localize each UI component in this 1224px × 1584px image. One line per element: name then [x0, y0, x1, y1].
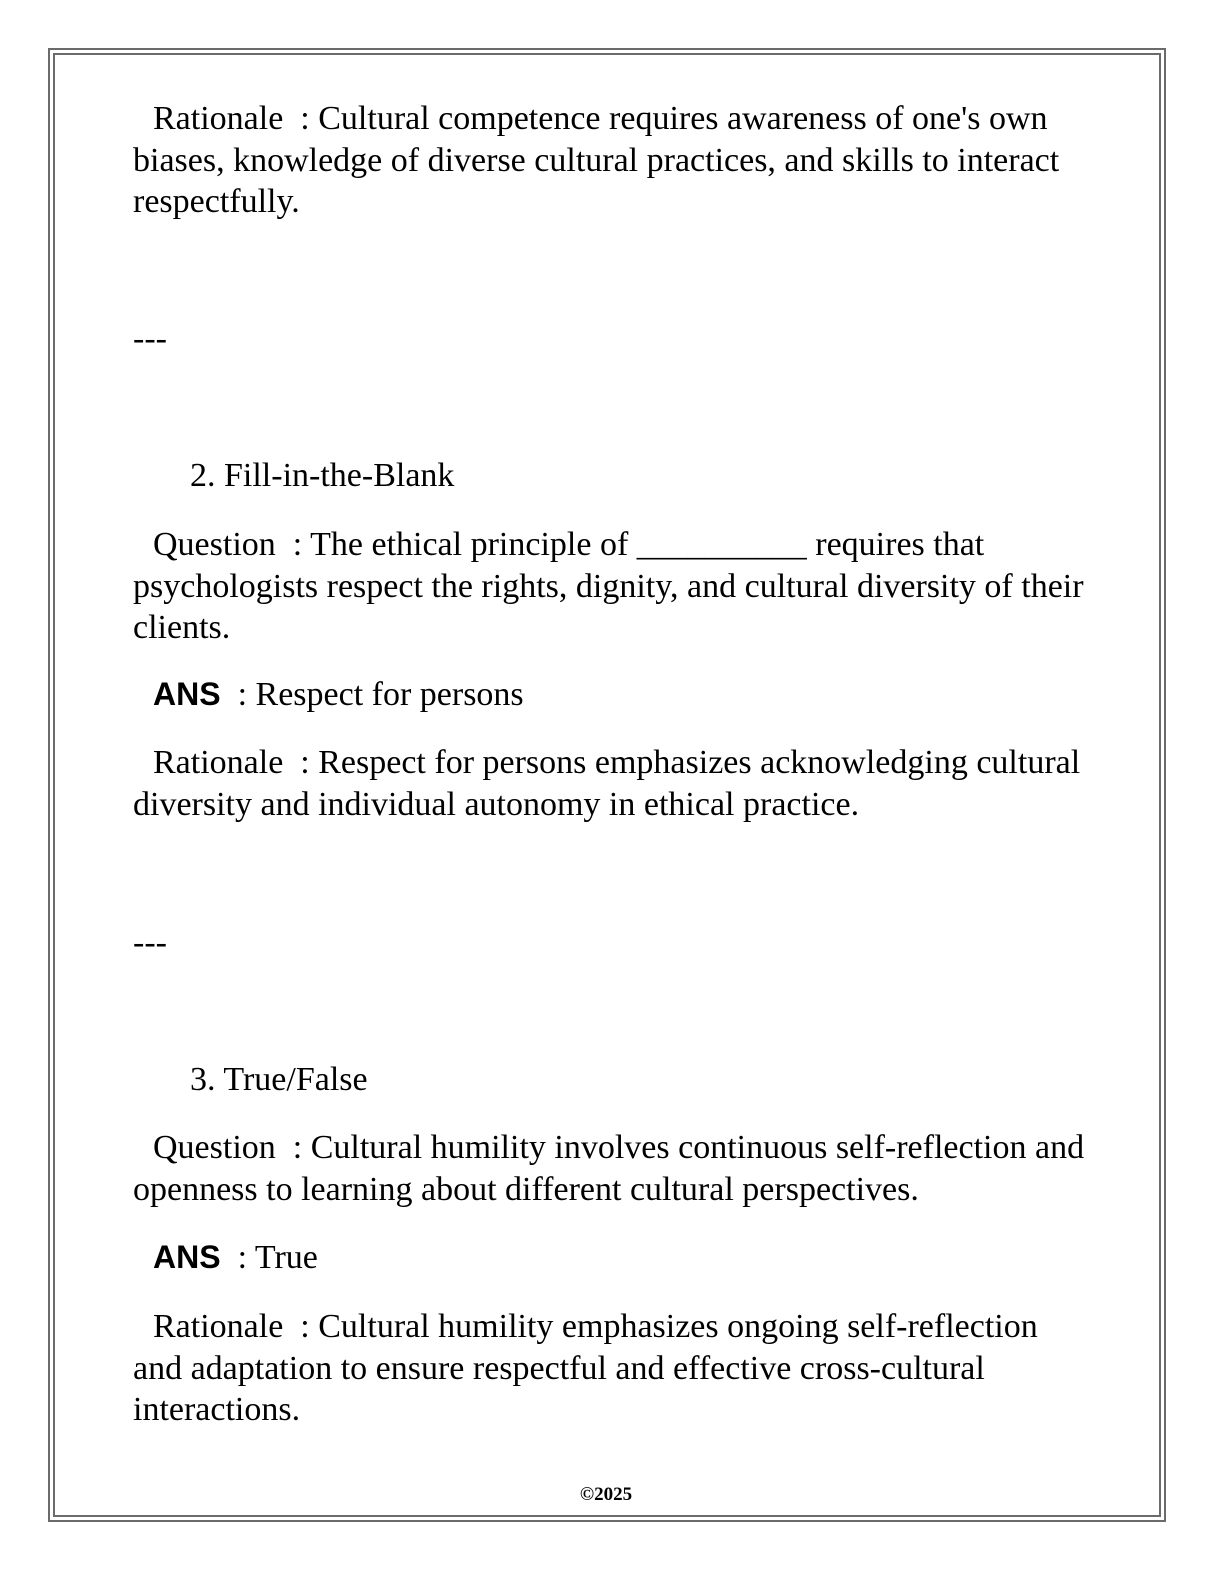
question-sep: :: [275, 526, 311, 563]
question-heading-2: 2. Fill-in-the-Blank: [190, 457, 455, 494]
question-sep: :: [275, 1129, 311, 1166]
rationale-3: [133, 1306, 1093, 1431]
rationale-1: [133, 98, 1093, 223]
answer-2: [133, 674, 1093, 716]
ans-text: True: [254, 1239, 318, 1276]
question-text: Cultural humility involves continuous self-reflection and openness to learning about different cultural perspectives.: [133, 1129, 1085, 1208]
rationale-2: [133, 742, 1093, 825]
rationale-text: Respect for persons emphasizes acknowledging cultural diversity and individual autonomy in ethical practice.: [133, 744, 1081, 823]
ans-label: ANS: [153, 676, 221, 712]
separator-2: ---: [133, 924, 167, 961]
copyright-footer: ©2025: [579, 1484, 633, 1505]
rationale-text: Cultural humility emphasizes ongoing self-reflection and adaptation to ensure respectful and effective cross-cultural interactions.: [133, 1308, 1038, 1428]
question-heading-3: 3. True/False: [190, 1061, 368, 1098]
rationale-sep: :: [283, 744, 319, 781]
rationale-label: Rationale: [153, 100, 284, 137]
question-3: [133, 1127, 1093, 1210]
ans-label: ANS: [153, 1239, 221, 1275]
question-2: [133, 524, 1093, 649]
question-text: The ethical principle of __________ requires that psychologists respect the rights, dignity, and cultural diversity of their clients.: [133, 526, 1084, 646]
rationale-sep: :: [283, 1308, 319, 1345]
ans-sep: :: [220, 676, 256, 713]
question-label: Question: [153, 526, 276, 563]
ans-sep: :: [220, 1239, 255, 1276]
question-label: Question: [153, 1129, 276, 1166]
rationale-label: Rationale: [153, 744, 284, 781]
answer-3: [133, 1237, 1093, 1279]
separator-1: ---: [133, 320, 167, 357]
rationale-text: Cultural competence requires awareness of one's own biases, knowledge of diverse cultural practices, and skills to interact respectfully.: [133, 100, 1060, 220]
rationale-label: Rationale: [153, 1308, 284, 1345]
rationale-sep: :: [283, 100, 319, 137]
ans-text: Respect for persons: [255, 676, 524, 713]
